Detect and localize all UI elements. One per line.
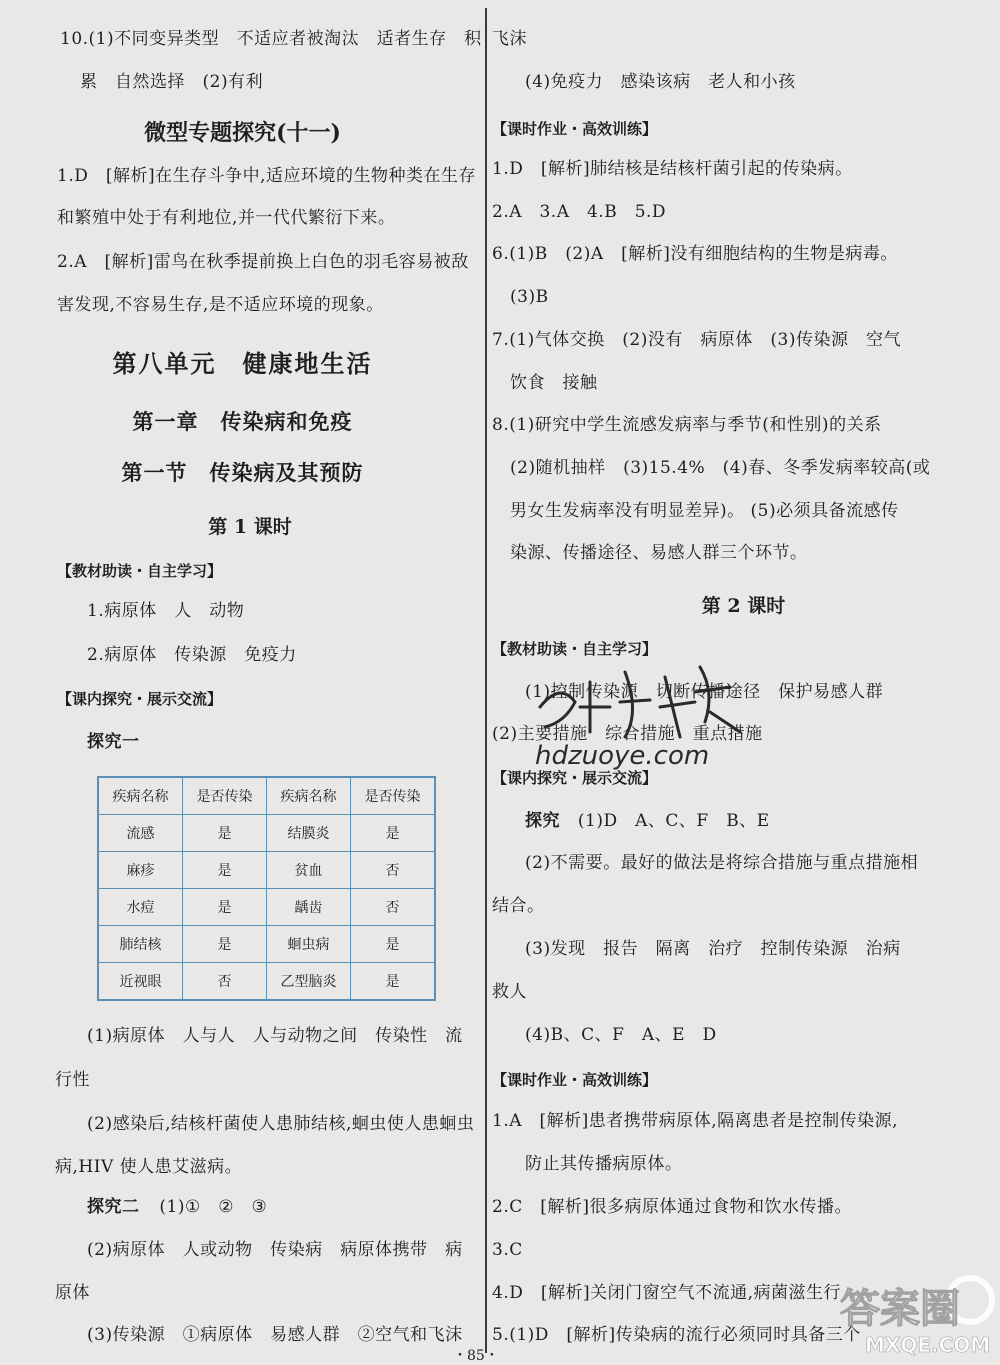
homework-1-answer-1: 1.D [解析]肺结核是结核杆菌引起的传染病。 [492, 159, 853, 179]
table-cell: 蛔虫病 [267, 926, 351, 963]
explore-label: 探究 [525, 811, 560, 831]
self-study-item-1: 1.病原体 人 动物 [87, 601, 245, 621]
homework-1-answer-6-3: (3)B [510, 287, 549, 307]
explore-line [525, 810, 770, 832]
table-cell: 麻疹 [98, 852, 183, 889]
table-cell: 是 [183, 926, 267, 963]
homework-2-answer-2: 2.C [解析]很多病原体通过食物和饮水传播。 [492, 1197, 852, 1217]
section-title: 第一节 传染病及其预防 [121, 460, 364, 485]
homework-2-answer-1-line1: 1.A [解析]患者携带病原体,隔离患者是控制传染源, [492, 1111, 899, 1131]
answer-10-line2: 累 自然选择 (2)有利 [80, 72, 264, 92]
table-row [98, 926, 435, 963]
homework-1-answer-8-line4: 染源、传播途径、易感人群三个环节。 [510, 543, 808, 563]
table-cell: 否 [351, 852, 436, 889]
column-header: 疾病名称 [267, 777, 351, 815]
homework-1-answer-7-line2: 饮食 接触 [510, 373, 598, 393]
page-number: ・85・ [453, 1348, 499, 1364]
self-study-2-item-1: (1)控制传染源 切断传播途径 保护易感人群 [525, 682, 884, 702]
table-cell: 结膜炎 [267, 815, 351, 852]
explore-answer-3-line2: 救人 [492, 982, 527, 1002]
explore-answer-3-line1: (3)发现 报告 隔离 治疗 控制传染源 治病 [525, 939, 901, 959]
table-cell: 是 [183, 852, 267, 889]
table-cell: 流感 [98, 815, 183, 852]
table-cell: 肺结核 [98, 926, 183, 963]
table-header-row [98, 777, 435, 815]
homework-1-answer-8-line3: 男女生发病率没有明显差异)。 (5)必须具备流感传 [510, 501, 899, 521]
table-cell: 乙型脑炎 [267, 963, 351, 1001]
chapter-title: 第一章 传染病和免疫 [132, 409, 353, 434]
table-cell: 近视眼 [98, 963, 183, 1001]
table-cell: 是 [351, 815, 436, 852]
homework-1-answer-6: 6.(1)B (2)A [解析]没有细胞结构的生物是病毒。 [492, 244, 898, 264]
column-header: 是否传染 [351, 777, 436, 815]
explore-1-answer-2-line2: 病,HIV 使人患艾滋病。 [55, 1157, 243, 1177]
explore-answer-4: (4)B、C、F A、E D [525, 1025, 717, 1045]
table-cell: 否 [351, 889, 436, 926]
homework-1-answer-8-line1: 8.(1)研究中学生流感发病率与季节(和性别)的关系 [492, 415, 882, 435]
topic-answer-1-line1: 1.D [解析]在生存斗争中,适应环境的生物种类在生存 [57, 166, 477, 186]
table-row [98, 852, 435, 889]
section-label-class-explore-2: 【课内探究・展示交流】 [492, 769, 658, 787]
column-header: 是否传染 [183, 777, 267, 815]
section-label-class-explore: 【课内探究・展示交流】 [57, 690, 223, 708]
homework-1-answer-8-line2: (2)随机抽样 (3)15.4% (4)春、冬季发病率较高(或 [510, 458, 931, 478]
table-row [98, 963, 435, 1001]
column-divider [485, 8, 487, 1353]
table-cell: 是 [351, 926, 436, 963]
watermark-text: hdzuoye.com [535, 741, 710, 771]
lesson-1-title: 第 1 课时 [208, 516, 292, 538]
handwritten-watermark [530, 652, 760, 772]
explore-2-answer-2-line2: 原体 [55, 1283, 90, 1303]
table-row [98, 889, 435, 926]
disease-table [97, 776, 436, 1001]
table-cell: 水痘 [98, 889, 183, 926]
explore-answer-2-line1: (2)不需要。最好的做法是将综合措施与重点措施相 [525, 853, 919, 873]
topic-answer-1-line2: 和繁殖中处于有利地位,并一代代繁衍下来。 [57, 208, 396, 228]
table-cell: 是 [183, 889, 267, 926]
section-label-self-study-2: 【教材助读・自主学习】 [492, 640, 658, 658]
table-cell: 是 [183, 815, 267, 852]
section-label-homework-1: 【课时作业・高效训练】 [492, 120, 658, 138]
homework-1-answers-2-5: 2.A 3.A 4.B 5.D [492, 202, 667, 222]
explore-2-label: 探究二 [87, 1197, 140, 1217]
homework-2-answer-4: 4.D [解析]关闭门窗空气不流通,病菌滋生行 [492, 1283, 842, 1303]
topic-answer-2-line1: 2.A [解析]雷鸟在秋季提前换上白色的羽毛容易被敌 [57, 252, 469, 272]
right-continuation: 飞沫 [492, 29, 527, 49]
table-cell: 贫血 [267, 852, 351, 889]
homework-2-answer-3: 3.C [492, 1240, 523, 1260]
site-logo [835, 1260, 995, 1360]
answer-10-line1: 10.(1)不同变异类型 不适应者被淘汰 适者生存 积 [60, 29, 482, 49]
section-label-homework-2: 【课时作业・高效训练】 [492, 1071, 658, 1089]
explore-1-answer-2-line1: (2)感染后,结核杆菌使人患肺结核,蛔虫使人患蛔虫 [87, 1114, 475, 1134]
homework-2-answer-5: 5.(1)D [解析]传染病的流行必须同时具备三个 [492, 1325, 861, 1345]
explore-2-line [87, 1196, 267, 1218]
homework-1-answer-7-line1: 7.(1)气体交换 (2)没有 病原体 (3)传染源 空气 [492, 330, 901, 350]
explore-1-answer-1-line1: (1)病原体 人与人 人与动物之间 传染性 流 [87, 1026, 463, 1046]
table-row [98, 815, 435, 852]
right-answer-4: (4)免疫力 感染该病 老人和小孩 [525, 72, 796, 92]
logo-text: 答案圈 [840, 1286, 960, 1332]
section-label-self-study: 【教材助读・自主学习】 [57, 562, 223, 580]
explore-1-answer-1-line2: 行性 [55, 1070, 90, 1090]
logo-subtext: MXQE.COM [865, 1333, 991, 1357]
self-study-item-2: 2.病原体 传染源 免疫力 [87, 645, 297, 665]
explore-answer-1: (1)D A、C、F B、E [577, 811, 770, 831]
special-topic-heading: 微型专题探究(十一) [144, 120, 341, 146]
lesson-2-title: 第 2 课时 [701, 595, 786, 617]
unit-title: 第八单元 健康地生活 [112, 349, 373, 378]
explore-2-answer-2-line1: (2)病原体 人或动物 传染病 病原体携带 病 [87, 1240, 463, 1260]
explore-1-label: 探究一 [87, 732, 140, 752]
table-cell: 龋齿 [267, 889, 351, 926]
self-study-2-item-2: (2)主要措施 综合措施 重点措施 [492, 724, 763, 744]
explore-answer-2-line2: 结合。 [492, 896, 545, 916]
explore-2-answer-1: (1)① ② ③ [159, 1197, 268, 1217]
table-cell: 是 [351, 963, 436, 1001]
table-cell: 否 [183, 963, 267, 1001]
topic-answer-2-line2: 害发现,不容易生存,是不适应环境的现象。 [57, 295, 384, 315]
column-header: 疾病名称 [98, 777, 183, 815]
explore-2-answer-3: (3)传染源 ①病原体 易感人群 ②空气和飞沫 [87, 1325, 463, 1345]
homework-2-answer-1-line2: 防止其传播病原体。 [525, 1154, 683, 1174]
